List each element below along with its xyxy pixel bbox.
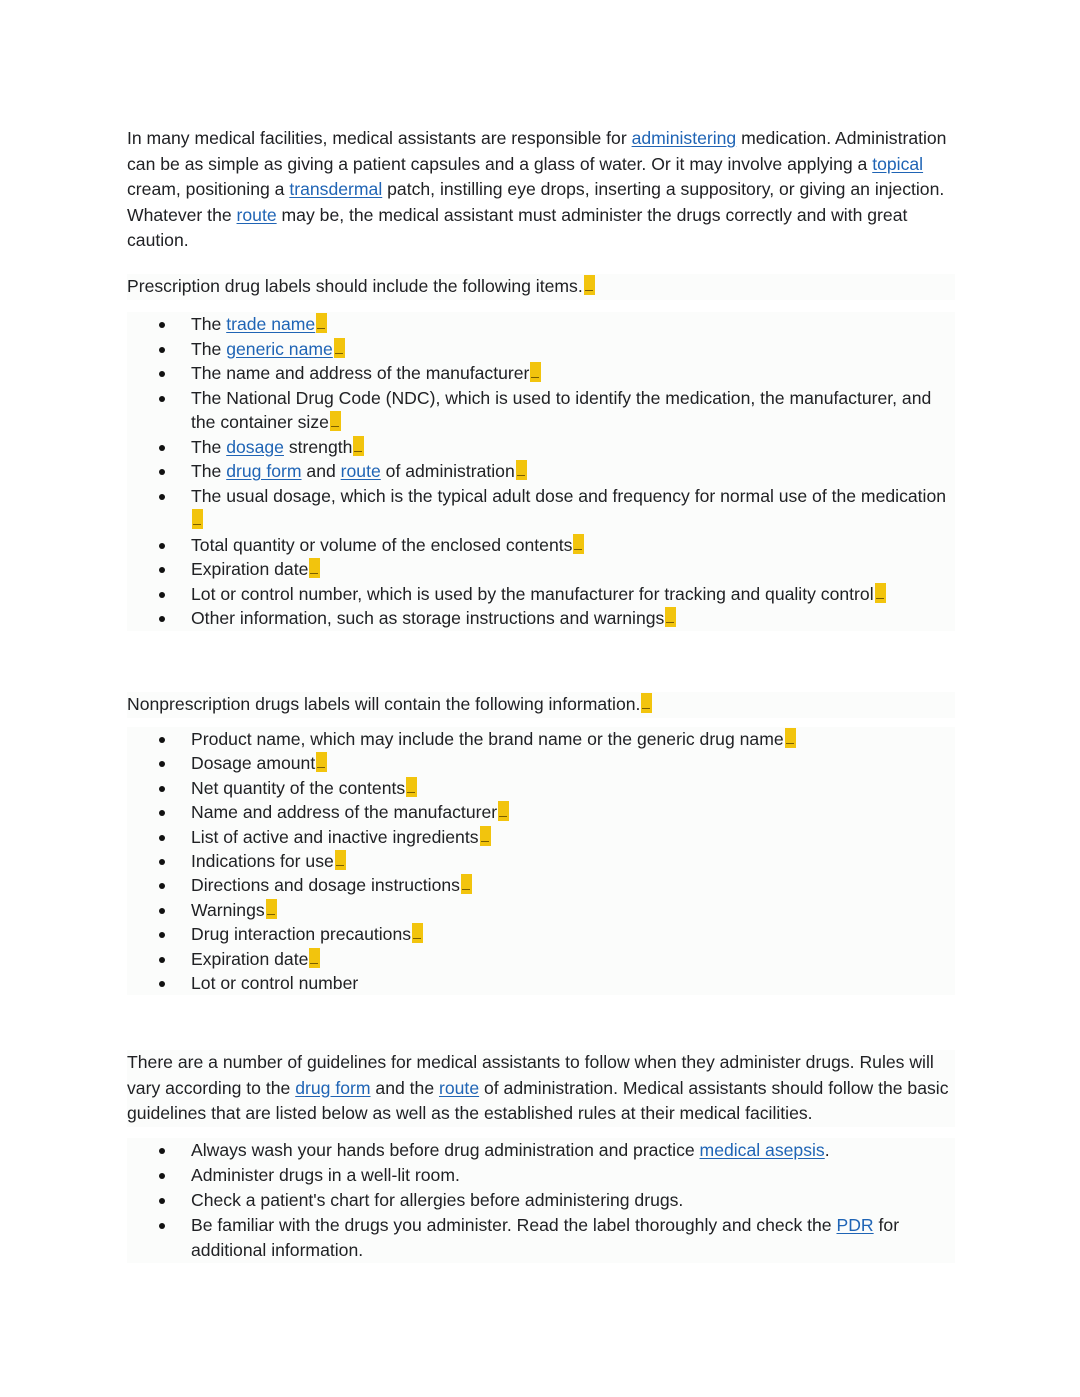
otc-list-block [127, 727, 955, 995]
comment-marker-icon[interactable] [334, 338, 345, 358]
list-item [127, 361, 955, 386]
list-item [127, 751, 955, 775]
comment-marker-icon[interactable] [335, 850, 346, 870]
list-item [127, 947, 955, 971]
list-item [127, 1213, 955, 1263]
link-trade-name[interactable]: trade name [226, 314, 316, 334]
comment-marker-icon[interactable] [641, 693, 652, 713]
list-item [127, 386, 955, 435]
comment-marker-icon[interactable] [192, 509, 203, 529]
comment-marker-icon[interactable] [875, 583, 886, 603]
list-item-text: Name and address of the manufacturer [191, 802, 498, 823]
list-item [127, 459, 955, 484]
list-item-text: Other information, such as storage instructions and warnings [191, 608, 665, 628]
list-item-text: Expiration date [191, 948, 309, 969]
list-item-text: Always wash your hands before drug administration and practice [191, 1140, 700, 1160]
list-item [127, 1188, 955, 1213]
list-item-text: Dosage amount [191, 753, 316, 774]
comment-marker-icon[interactable] [309, 948, 320, 968]
otc-heading-block [127, 692, 955, 718]
comment-marker-icon[interactable] [412, 923, 423, 943]
list-item-text: Be familiar with the drugs you administer. Read the label thoroughly and check the [191, 1215, 837, 1235]
list-item-text: The [191, 338, 227, 359]
list-item-text: for additional information. [191, 1215, 900, 1260]
otc-list [127, 727, 955, 995]
comment-marker-icon[interactable] [530, 362, 541, 382]
list-item-text: The [191, 461, 227, 481]
link-generic-name[interactable]: generic name [226, 338, 333, 359]
link-pdr[interactable]: PDR [836, 1215, 874, 1235]
link-drug-form[interactable]: drug form [295, 1077, 371, 1098]
comment-marker-icon[interactable] [498, 801, 509, 821]
list-item [127, 898, 955, 922]
list-item [127, 825, 955, 849]
list-item-text: Expiration date [191, 559, 309, 579]
list-item-text: Total quantity or volume of the enclosed contents [191, 534, 573, 555]
comment-marker-icon[interactable] [516, 460, 527, 480]
list-item-text: Drug interaction precautions [191, 924, 412, 945]
list-item-text: List of active and inactive ingredients [191, 826, 479, 847]
list-item [127, 484, 955, 533]
list-item-text: . [824, 1140, 830, 1160]
guidelines-paragraph [127, 1050, 955, 1127]
list-item-text: The usual dosage, which is the typical adult dose and frequency for normal use of the medication [191, 485, 947, 506]
list-item [127, 312, 955, 337]
list-item-text: Product name, which may include the brand name or the generic drug name [191, 729, 784, 749]
list-item-text: Administer drugs in a well-lit room. [191, 1165, 460, 1185]
link-administering[interactable]: administering [631, 128, 737, 148]
comment-marker-icon[interactable] [266, 899, 277, 919]
list-item-text: Net quantity of the contents [191, 777, 406, 798]
list-item-text: Directions and dosage instructions [191, 875, 460, 896]
link-medical-asepsis[interactable]: medical asepsis [699, 1140, 825, 1160]
rx-heading-block [127, 274, 955, 300]
list-item-text: Warnings [191, 899, 265, 920]
comment-marker-icon[interactable] [309, 558, 320, 578]
guidelines-list-block [127, 1138, 955, 1263]
comment-marker-icon[interactable] [584, 275, 595, 295]
list-item [127, 337, 955, 362]
comment-marker-icon[interactable] [316, 313, 327, 333]
list-item-text: and [301, 461, 341, 481]
comment-marker-icon[interactable] [406, 777, 417, 797]
link-dosage[interactable]: dosage [226, 436, 284, 457]
otc-heading: Nonprescription drugs labels will contain the following information. [127, 692, 955, 718]
rx-heading: Prescription drug labels should include the following items. [127, 274, 955, 300]
list-item [127, 606, 955, 631]
list-item [127, 971, 955, 995]
link-transdermal[interactable]: transdermal [289, 179, 383, 199]
list-item [127, 873, 955, 897]
comment-marker-icon[interactable] [353, 436, 364, 456]
list-item-text: of administration [380, 461, 515, 481]
list-item [127, 800, 955, 824]
rx-list-block [127, 312, 955, 631]
list-item-text: Lot or control number, which is used by the manufacturer for tracking and quality control [191, 583, 874, 604]
link-topical[interactable]: topical [872, 153, 924, 174]
list-item [127, 922, 955, 946]
comment-marker-icon[interactable] [665, 607, 676, 627]
list-item-text: The name and address of the manufacturer [191, 363, 530, 383]
list-item-text: Lot or control number [191, 973, 359, 994]
list-item-text: The [191, 314, 227, 334]
list-item [127, 557, 955, 582]
comment-marker-icon[interactable] [785, 728, 796, 748]
comment-marker-icon[interactable] [316, 752, 327, 772]
list-item [127, 1138, 955, 1163]
link-drug-form[interactable]: drug form [226, 461, 302, 481]
list-item-text: The National Drug Code (NDC), which is used to identify the medication, the manufacturer, and the container size [191, 387, 932, 432]
link-route[interactable]: route [236, 204, 277, 225]
comment-marker-icon[interactable] [573, 534, 584, 554]
list-item [127, 435, 955, 460]
rx-list [127, 312, 955, 631]
list-item-text: strength [283, 436, 353, 457]
comment-marker-icon[interactable] [330, 411, 341, 431]
intro-text: In many medical facilities, medical assistants are responsible for administering medication. Administration can be as simple as giving a patient capsules and a glass of water. Or it may involve applying a topical cream, positioning a transdermal patch, instilling eye drops, inserting a suppository, or giving an injection. Whatever the route may be, the medical assistant must administer the drugs correctly and with great caution. [127, 128, 947, 250]
list-item [127, 849, 955, 873]
list-item [127, 533, 955, 558]
link-route[interactable]: route [340, 461, 381, 481]
list-item-text: The [191, 436, 227, 457]
list-item [127, 582, 955, 607]
list-item [127, 776, 955, 800]
intro-paragraph [127, 126, 955, 254]
list-item-text: Indications for use [191, 851, 334, 872]
comment-marker-icon[interactable] [480, 826, 491, 846]
comment-marker-icon[interactable] [461, 874, 472, 894]
list-item [127, 727, 955, 751]
list-item [127, 1163, 955, 1188]
guidelines-text: There are a number of guidelines for medical assistants to follow when they administer drugs. Rules will vary according to the drug form and the route of administration. Medical assistants should follow the basic guidelines that are listed below as well as the established rules at their medical facilities. [127, 1052, 949, 1123]
list-item-text: Check a patient's chart for allergies before administering drugs. [191, 1190, 684, 1210]
link-route[interactable]: route [439, 1077, 480, 1098]
guidelines-list [127, 1138, 955, 1263]
